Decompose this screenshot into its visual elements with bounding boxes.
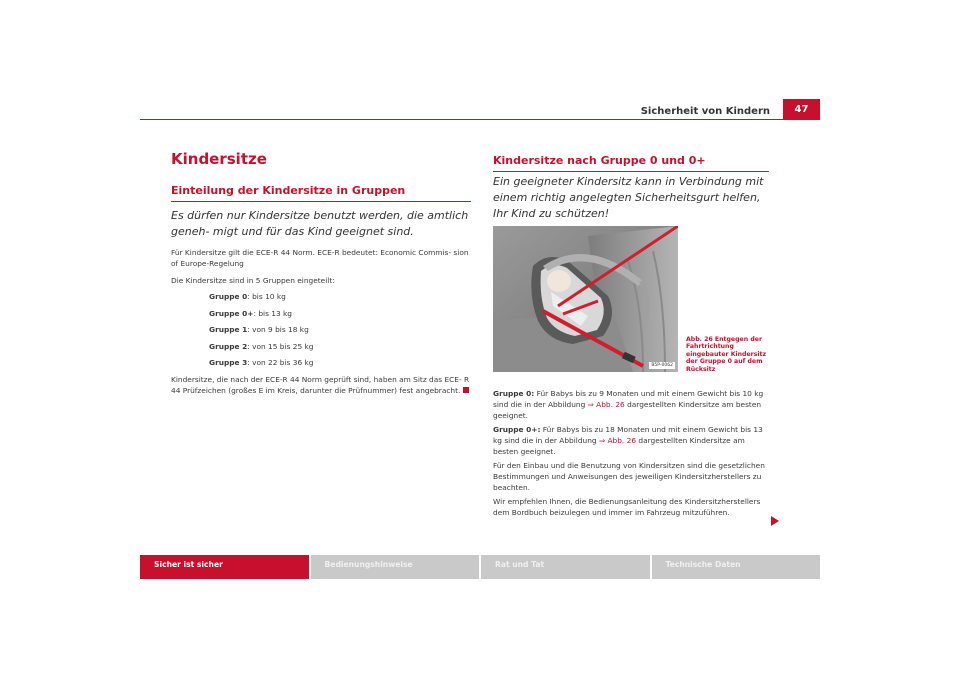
body-text-right [493,388,769,521]
lead-text-right: Ein geeigneter Kindersitz kann in Verbindung mit einem richtig angelegten Sicherheitsgurt helfen, Ihr Kind zu schützen! [493,175,764,220]
page-number: 47 [783,99,820,119]
footer-nav [140,555,820,579]
paragraph-groups-intro: Die Kindersitze sind in 5 Gruppen eingeteilt: [171,275,335,285]
paragraph-recommendation: Wir empfehlen Ihnen, die Bedienungsanleitung des Kindersitzherstellers dem Bordbuch beizulegen und immer im Fahrzeug mitzuführen. [493,497,761,517]
gruppe-0-text: Für Babys bis zu 9 Monaten und mit einem Gewicht bis 10 kg sind die in der Abbildung [493,389,764,409]
gruppe-0-text-end: dargestellten Kindersitze am besten geeignet. [493,400,762,420]
gruppe-0-label: Gruppe 0: [493,389,535,398]
paragraph-ece-mark [171,374,471,396]
subsection-heading-right: Kindersitze nach Gruppe 0 und 0+ [493,154,769,172]
group-value: : von 15 bis 25 kg [247,341,314,351]
group-value: : von 9 bis 18 kg [247,325,309,334]
group-label: Gruppe 3 [209,358,248,367]
group-list-item [171,308,471,319]
figure-xref-link[interactable]: ⇒ Abb. 26 [587,400,625,409]
paragraph-ece-norm: Für Kindersitze gilt die ECE-R 44 Norm. ECE-R bedeutet: Economic Commis- sion of Europe-Regelung [171,248,469,268]
header-rule [140,119,820,120]
section-end-marker [463,387,469,393]
group-list-item [171,357,471,368]
body-text-left [171,247,471,401]
gruppe-0plus-label: Gruppe 0+: [493,425,541,434]
gruppe-0plus-text: Für Babys bis zu 18 Monaten und mit einem Gewicht bis 13 kg sind die in der Abbildung [493,425,763,445]
group-value: : bis 13 kg [253,308,292,318]
figure-child-seat [493,226,678,372]
footer-tab-rat-und-tat[interactable]: Rat und Tat [481,555,650,579]
section-title: Kindersitze [171,150,267,168]
group-list-item [171,341,471,352]
running-header-title: Sicherheit von Kindern [640,106,770,117]
paragraph-installation: Für den Einbau und die Benutzung von Kindersitzen sind die gesetzlichen Bestimmungen und Anweisungen des jeweiligen Kindersitzherstellers zu beachten. [493,461,765,492]
group-label: Gruppe 0+ [209,308,254,318]
group-label: Gruppe 0 [209,292,248,301]
group-value: : bis 10 kg [247,292,286,301]
footer-tab-sicher-ist-sicher[interactable]: Sicher ist sicher [140,555,309,579]
figure-code: B5P-0062 [651,363,673,368]
paragraph-ece-mark-text: Kindersitze, die nach der ECE-R 44 Norm geprüft sind, haben am Sitz das ECE- R 44 Prüfzeichen (großes E im Kreis, darunter die Prüfnummer) fest angebracht. [171,374,470,395]
paragraph-gruppe-0 [493,388,769,421]
paragraph-gruppe-0plus [493,424,769,457]
group-list-item [171,324,471,335]
figure-caption: Abb. 26 Entgegen der Fahrtrichtung eingebauter Kindersitz der Gruppe 0 auf dem Rücksitz [686,336,767,373]
footer-tab-technische-daten[interactable]: Technische Daten [652,555,821,579]
group-list-item [171,291,471,302]
gruppe-0plus-text-end: dargestellten Kindersitze am besten geeignet. [493,436,745,456]
child-seat-illustration [493,226,678,372]
group-label: Gruppe 1 [209,325,248,334]
footer-tab-bedienungshinweise[interactable]: Bedienungshinweise [311,555,480,579]
figure-xref-link[interactable]: ⇒ Abb. 26 [598,436,637,445]
group-label: Gruppe 2 [209,341,248,351]
subsection-heading-left: Einteilung der Kindersitze in Gruppen [171,184,471,202]
lead-text-left: Es dürfen nur Kindersitze benutzt werden, die amtlich geneh- migt und für das Kind geeignet sind. [171,209,469,238]
group-value: : von 22 bis 36 kg [247,358,314,367]
next-page-arrow-icon[interactable] [771,516,779,526]
